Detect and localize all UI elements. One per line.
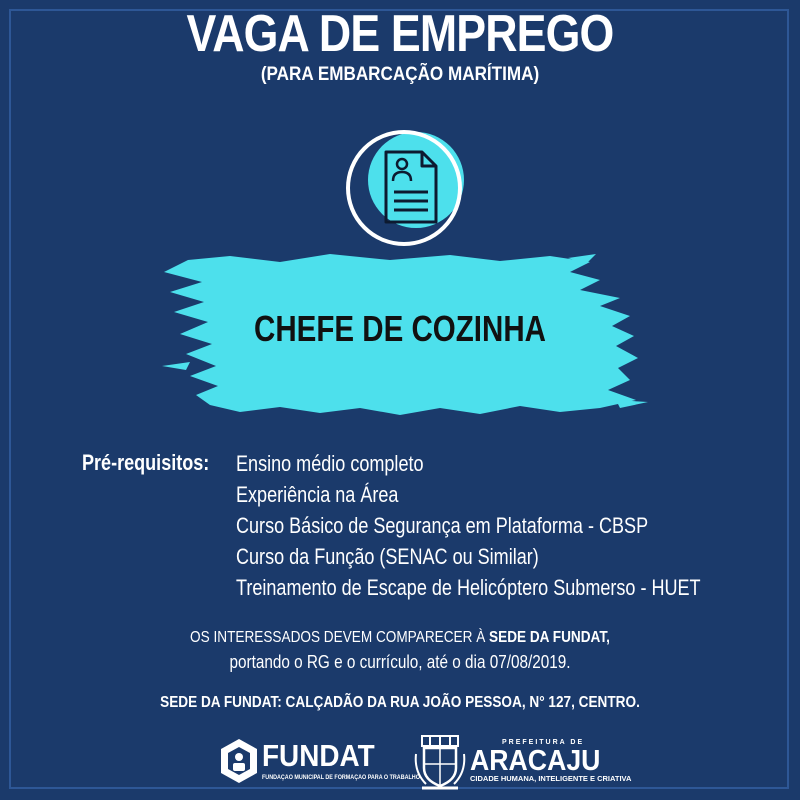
office-address: SEDE DA FUNDAT: CALÇADÃO DA RUA JOÃO PESSOA, N° 127, CENTRO. [160,694,640,711]
prefeitura-label: PREFEITURA DE [502,739,585,746]
notice-line-2: portando o RG e o currículo, até o dia 07/08/2019. [229,652,571,672]
job-title: CHEFE DE COZINHA [254,308,546,349]
requirements-label: Pré-requisitos: [82,450,210,475]
resume-document-icon [340,126,480,248]
requirement-item: Experiência na Área [236,482,399,507]
city-tagline: CIDADE HUMANA, INTELIGENTE E CRIATIVA [470,774,632,783]
city-wordmark: ARACAJU [470,745,601,777]
notice-location: SEDE DA FUNDAT, [489,629,610,646]
requirements-list [236,448,800,603]
requirement-item: Curso Básico de Segurança em Plataforma - CBSP [236,513,649,538]
notice-prefix: OS INTERESSADOS DEVEM COMPARECER À [190,629,490,646]
requirement-item: Curso da Função (SENAC ou Similar) [236,544,539,569]
poster-subtitle: (PARA EMBARCAÇÃO MARÍTIMA) [260,64,540,85]
application-notice [0,626,800,674]
fundat-wordmark: FUNDAT [262,738,375,773]
requirement-item: Ensino médio completo [236,451,424,476]
poster-title: VAGA DE EMPREGO [186,5,614,63]
fundat-tagline: FUNDAÇÃO MUNICIPAL DE FORMAÇÃO PARA O TRABALHO [262,775,420,781]
notice-line-1 [60,626,740,650]
requirement-item: Treinamento de Escape de Helicóptero Submerso - HUET [236,575,701,600]
fundat-logo-icon [218,737,260,785]
aracaju-crest-icon [412,732,468,792]
